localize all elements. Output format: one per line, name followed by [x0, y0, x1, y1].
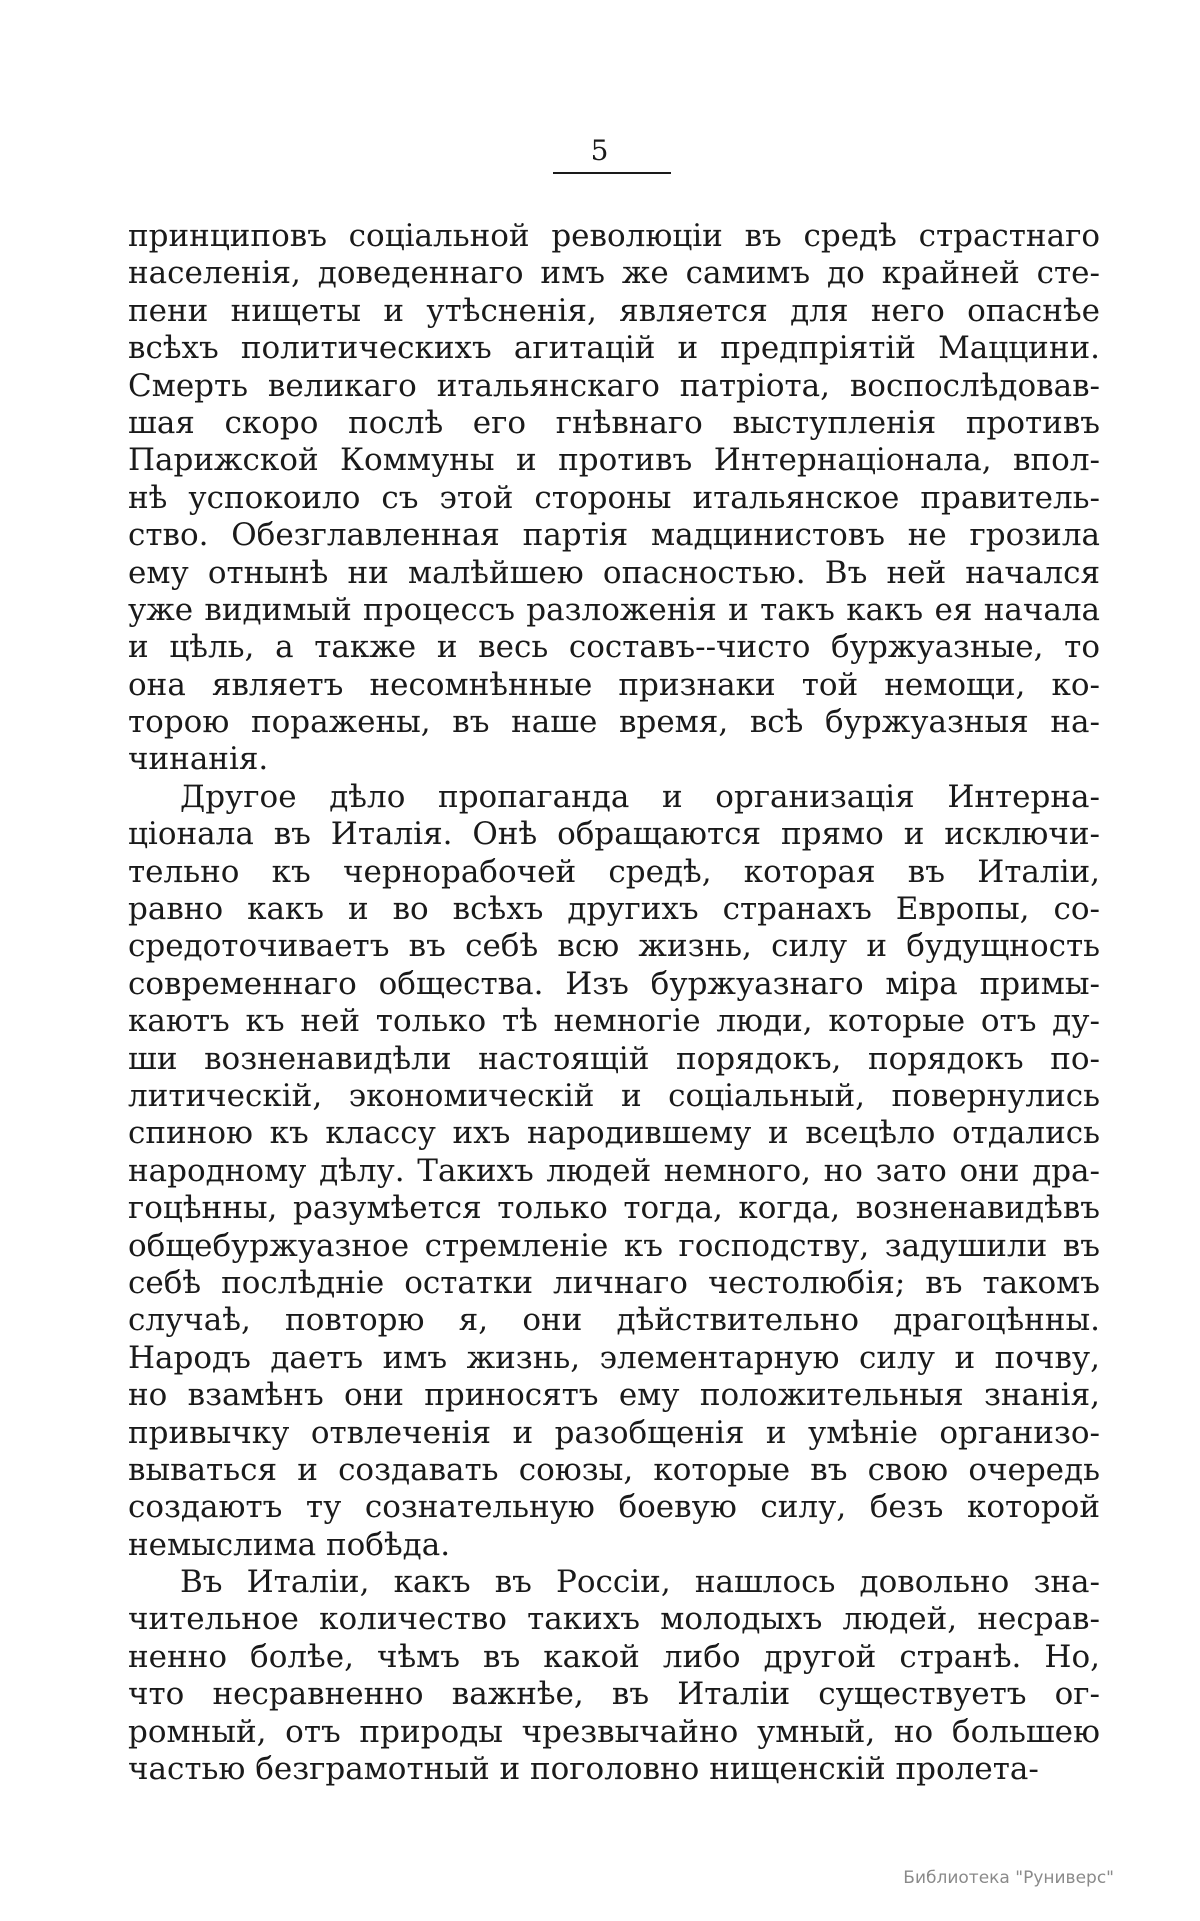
text-line: вываться и создавать союзы, которые въ свою очередь: [128, 1451, 1100, 1488]
text-line: ромный, отъ природы чрезвычайно умный, но большею: [128, 1713, 1100, 1750]
text-line: Смерть великаго итальянскаго патріота, воспослѣдовав-: [128, 367, 1100, 404]
text-line: нѣ успокоило съ этой стороны итальянское правитель-: [128, 479, 1100, 516]
text-line: но взамѣнъ они приносятъ ему положительныя знанія,: [128, 1377, 1100, 1414]
text-line: она являетъ несомнѣнные признаки той немощи, ко-: [128, 666, 1100, 703]
text-line: шая скоро послѣ его гнѣвнаго выступленія противъ: [128, 404, 1100, 441]
text-body: [128, 218, 1100, 1788]
text-line: ціонала въ Италія. Онѣ обращаются прямо и исключи-: [128, 816, 1100, 853]
text-line: Другое дѣло пропаганда и организація Интерна-: [180, 778, 1100, 815]
text-line: случаѣ, повторю я, они дѣйствительно драгоцѣнны.: [128, 1302, 1100, 1339]
text-line: что несравненно важнѣе, въ Италіи существуетъ ог-: [128, 1676, 1100, 1713]
text-line: населенія, доведеннаго имъ же самимъ до крайней сте-: [128, 255, 1100, 292]
text-line: тельно къ чернорабочей средѣ, которая въ Италіи,: [128, 853, 1100, 890]
text-line: литическій, экономическій и соціальный, повернулись: [128, 1077, 1100, 1114]
page-number: 5: [590, 134, 610, 167]
paragraph: [128, 779, 1100, 1564]
text-line: равно какъ и во всѣхъ другихъ странахъ Европы, со-: [128, 891, 1100, 928]
text-line: Народъ даетъ имъ жизнь, элементарную силу и почву,: [128, 1339, 1100, 1376]
text-line: создаютъ ту сознательную боевую силу, безъ которой: [128, 1489, 1100, 1526]
paragraph: [128, 218, 1100, 779]
text-line: чинанія.: [128, 741, 269, 778]
page-number-rule: [553, 172, 671, 174]
text-line: торою поражены, въ наше время, всѣ буржуазныя на-: [128, 704, 1100, 741]
text-line: ненно болѣе, чѣмъ въ какой либо другой странѣ. Но,: [128, 1638, 1100, 1675]
text-line: спиною къ классу ихъ народившему и всецѣло отдались: [128, 1115, 1100, 1152]
text-line: современнаго общества. Изъ буржуазнаго міра примы-: [128, 965, 1100, 1002]
text-line: частью безграмотный и поголовно нищенскій пролета-: [128, 1751, 1039, 1788]
text-line: себѣ послѣдніе остатки личнаго честолюбія; въ такомъ: [128, 1264, 1100, 1301]
text-line: ши возненавидѣли настоящій порядокъ, порядокъ по-: [128, 1040, 1100, 1077]
text-line: привычку отвлеченія и разобщенія и умѣніе организо-: [128, 1414, 1100, 1451]
text-line: немыслима побѣда.: [128, 1526, 451, 1563]
text-line: каютъ къ ней только тѣ немногіе люди, которые отъ ду-: [128, 1003, 1100, 1040]
text-line: гоцѣнны, разумѣется только тогда, когда, возненавидѣвъ: [128, 1190, 1100, 1227]
text-line: и цѣль, а также и весь составъ--чисто буржуазные, то: [128, 629, 1100, 666]
text-line: народному дѣлу. Такихъ людей немного, но зато они дра-: [128, 1152, 1100, 1189]
text-line: Парижской Коммуны и противъ Интернаціонала, впол-: [128, 442, 1100, 479]
text-line: всѣхъ политическихъ агитацій и предпріятій Маццини.: [128, 330, 1100, 367]
paragraph: [128, 1564, 1100, 1788]
text-line: ство. Обезглавленная партія мадцинистовъ не грозила: [128, 517, 1100, 554]
library-watermark: Библиотека "Руниверс": [903, 1868, 1114, 1888]
text-line: уже видимый процессъ разложенія и такъ какъ ея начала: [128, 591, 1100, 628]
text-line: ему отнынѣ ни малѣйшею опасностью. Въ ней начался: [128, 554, 1100, 591]
text-line: средоточиваетъ въ себѣ всю жизнь, силу и будущность: [128, 928, 1100, 965]
text-line: пени нищеты и утѣсненія, является для него опаснѣе: [128, 292, 1100, 329]
text-line: Въ Италіи, какъ въ Россіи, нашлось довольно зна-: [180, 1564, 1100, 1601]
text-line: принциповъ соціальной революціи въ средѣ страстнаго: [128, 218, 1100, 254]
text-line: общебуржуазное стремленіе къ господству, задушили въ: [128, 1227, 1100, 1264]
text-line: чительное количество такихъ молодыхъ людей, несрав-: [128, 1601, 1100, 1638]
